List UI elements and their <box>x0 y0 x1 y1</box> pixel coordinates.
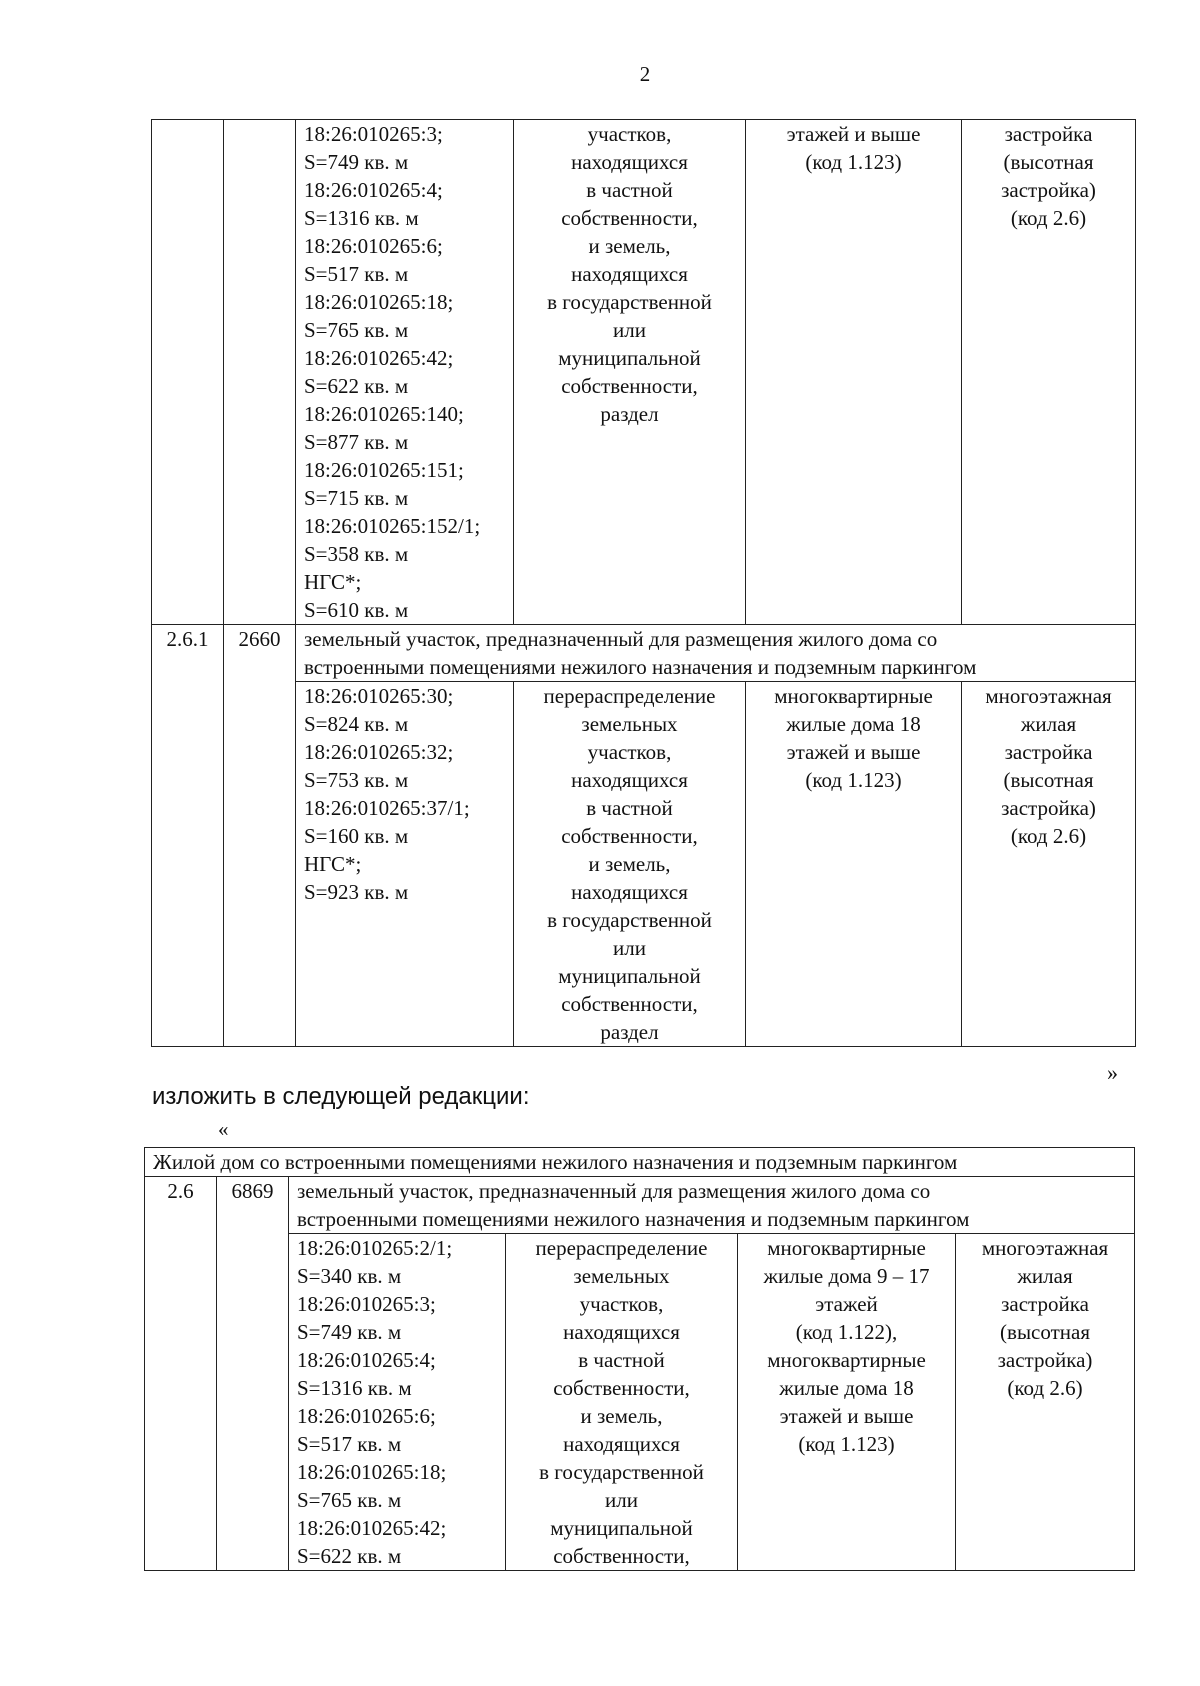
cell-line: S=765 кв. м <box>304 318 409 342</box>
cell-line: (высотная <box>1000 1320 1090 1344</box>
cell-line: многоквартирные <box>767 1236 926 1260</box>
cell-line: встроенными помещениями нежилого назначения и подземным паркингом <box>304 655 977 679</box>
cell-line: застройка <box>1004 122 1093 146</box>
cell-line: в государственной <box>539 1460 704 1484</box>
cell-line: собственности, <box>553 1376 690 1400</box>
cell-line: находящихся <box>571 880 688 904</box>
cell-line: земельный участок, предназначенный для размещения жилого дома со <box>297 1179 931 1203</box>
table-row <box>145 1234 1135 1571</box>
cell-line: жилые дома 18 <box>779 1376 914 1400</box>
cell-line: S=877 кв. м <box>304 430 409 454</box>
cell-line: (код 2.6) <box>1010 206 1087 230</box>
table-row <box>152 682 1136 1047</box>
cell-line: S=923 кв. м <box>304 880 409 904</box>
cell-line: 18:26:010265:2/1; <box>297 1236 453 1260</box>
cell-line: многоэтажная <box>981 1236 1109 1260</box>
cell-line: раздел <box>600 402 659 426</box>
cell-line: 18:26:010265:152/1; <box>304 514 481 538</box>
opening-quote: « <box>218 1117 229 1141</box>
cell-line: 18:26:010265:4; <box>297 1348 436 1372</box>
cell-line: жилая <box>1020 712 1077 736</box>
cell-line: застройка <box>1001 1292 1089 1316</box>
closing-quote: » <box>1107 1060 1118 1085</box>
cell-line: S=1316 кв. м <box>297 1376 412 1400</box>
use-kind-cell <box>738 1234 956 1571</box>
plot-purpose-header <box>296 625 1136 682</box>
instruction-text: изложить в следующей редакции: <box>152 1083 530 1110</box>
cell-line: этажей <box>815 1292 878 1316</box>
cell-line: в частной <box>586 796 673 820</box>
cell-line: 18:26:010265:3; <box>304 122 443 146</box>
cell-line: 18:26:010265:4; <box>304 178 443 202</box>
cell-line: этажей и выше <box>779 1404 914 1428</box>
row-number-cell: 2.6.1 <box>152 625 224 1047</box>
cell-line: S=753 кв. м <box>304 768 409 792</box>
table-title: Жилой дом со встроенными помещениями нежилого назначения и подземным паркингом <box>145 1148 1135 1177</box>
plots-cell <box>296 682 514 1047</box>
cell-line: и земель, <box>580 1404 663 1428</box>
cell-line: 18:26:010265:18; <box>304 290 454 314</box>
cell-line: собственности, <box>561 206 698 230</box>
cell-line: жилые дома 18 <box>786 712 921 736</box>
row-number-cell <box>152 120 224 625</box>
table-row <box>152 625 1136 682</box>
use-kind-cell <box>746 120 962 625</box>
cell-line: (код 2.6) <box>1007 1376 1083 1400</box>
cell-line: находящихся <box>563 1320 680 1344</box>
cell-line: 18:26:010265:42; <box>297 1516 447 1540</box>
method-cell <box>514 120 746 625</box>
table-row <box>145 1177 1135 1234</box>
area-cell <box>224 120 296 625</box>
zoning-table-new <box>144 1147 1135 1571</box>
cell-line: 18:26:010265:37/1; <box>304 796 470 820</box>
cell-line: находящихся <box>571 768 688 792</box>
cell-line: застройка) <box>997 1348 1093 1372</box>
cell-line: многоквартирные <box>774 684 933 708</box>
zone-kind-cell <box>962 120 1136 625</box>
cell-line: жилая <box>1017 1264 1073 1288</box>
cell-line: этажей и выше <box>786 740 921 764</box>
cell-line: S=749 кв. м <box>297 1320 402 1344</box>
zone-kind-cell <box>956 1234 1135 1571</box>
cell-line: S=610 кв. м <box>304 598 409 622</box>
cell-line: (код 2.6) <box>1010 824 1087 848</box>
cell-line: жилые дома 9 – 17 <box>763 1264 930 1288</box>
cell-line: и земель, <box>588 852 671 876</box>
cell-line: или <box>613 318 646 342</box>
plot-purpose-header <box>289 1177 1135 1234</box>
cell-line: НГС*; <box>304 852 362 876</box>
cell-line: 18:26:010265:42; <box>304 346 454 370</box>
cell-line: перераспределение <box>543 684 716 708</box>
area-cell: 6869 <box>217 1177 289 1571</box>
cell-line: застройка) <box>1001 178 1096 202</box>
zone-kind-cell <box>962 682 1136 1047</box>
cell-line: S=715 кв. м <box>304 486 409 510</box>
cell-line: встроенными помещениями нежилого назначения и подземным паркингом <box>297 1207 970 1231</box>
cell-line: (код 1.123) <box>805 768 902 792</box>
cell-line: S=358 кв. м <box>304 542 409 566</box>
table-title-row <box>145 1148 1135 1177</box>
cell-line: (код 1.122), <box>795 1320 898 1344</box>
cell-line: застройка <box>1004 740 1093 764</box>
cell-line: в государственной <box>547 290 712 314</box>
area-cell: 2660 <box>224 625 296 1047</box>
plots-cell <box>289 1234 506 1571</box>
cell-line: или <box>613 936 646 960</box>
cell-line: в частной <box>586 178 673 202</box>
cell-line: земельный участок, предназначенный для размещения жилого дома со <box>304 627 938 651</box>
cell-line: S=1316 кв. м <box>304 206 419 230</box>
cell-line: многоэтажная <box>985 684 1112 708</box>
cell-line: находящихся <box>571 262 688 286</box>
cell-line: муниципальной <box>558 964 701 988</box>
cell-line: S=160 кв. м <box>304 824 409 848</box>
cell-line: в государственной <box>547 908 712 932</box>
cell-line: 18:26:010265:140; <box>304 402 464 426</box>
cell-line: (код 1.123) <box>805 150 902 174</box>
cell-line: перераспределение <box>535 1236 708 1260</box>
cell-line: муниципальной <box>558 346 701 370</box>
cell-line: собственности, <box>561 374 698 398</box>
cell-line: находящихся <box>571 150 688 174</box>
cell-line: 18:26:010265:3; <box>297 1292 436 1316</box>
cell-line: S=517 кв. м <box>297 1432 402 1456</box>
cell-line: или <box>605 1488 638 1512</box>
cell-line: этажей и выше <box>786 122 921 146</box>
cell-line: застройка) <box>1001 796 1096 820</box>
cell-line: 18:26:010265:6; <box>297 1404 436 1428</box>
cell-line: земельных <box>573 1264 670 1288</box>
cell-line: участков, <box>579 1292 664 1316</box>
row-number-cell: 2.6 <box>145 1177 217 1571</box>
cell-line: раздел <box>600 1020 659 1044</box>
cell-line: участков, <box>587 740 672 764</box>
cell-line: муниципальной <box>550 1516 693 1540</box>
cell-line: 18:26:010265:32; <box>304 740 454 764</box>
cell-line: S=749 кв. м <box>304 150 409 174</box>
cell-line: собственности, <box>561 824 698 848</box>
method-cell <box>514 682 746 1047</box>
cell-line: S=622 кв. м <box>297 1544 402 1568</box>
cell-line: в частной <box>578 1348 665 1372</box>
use-kind-cell <box>746 682 962 1047</box>
cell-line: многоквартирные <box>767 1348 926 1372</box>
cell-line: 18:26:010265:30; <box>304 684 454 708</box>
cell-line: находящихся <box>563 1432 680 1456</box>
zoning-table-old <box>151 119 1136 1047</box>
table-row <box>152 120 1136 625</box>
cell-line: земельных <box>581 712 678 736</box>
plots-cell <box>296 120 514 625</box>
cell-line: НГС*; <box>304 570 362 594</box>
cell-line: 18:26:010265:151; <box>304 458 464 482</box>
cell-line: S=517 кв. м <box>304 262 409 286</box>
cell-line: 18:26:010265:18; <box>297 1460 447 1484</box>
cell-line: (высотная <box>1003 768 1094 792</box>
cell-line: (высотная <box>1003 150 1094 174</box>
cell-line: S=824 кв. м <box>304 712 409 736</box>
cell-line: собственности, <box>561 992 698 1016</box>
page-number: 2 <box>639 62 651 86</box>
cell-line: и земель, <box>588 234 671 258</box>
cell-line: S=340 кв. м <box>297 1264 402 1288</box>
cell-line: участков, <box>587 122 672 146</box>
cell-line: собственности, <box>553 1544 690 1568</box>
cell-line: S=765 кв. м <box>297 1488 402 1512</box>
cell-line: (код 1.123) <box>798 1432 895 1456</box>
cell-line: 18:26:010265:6; <box>304 234 443 258</box>
method-cell <box>506 1234 738 1571</box>
cell-line: S=622 кв. м <box>304 374 409 398</box>
